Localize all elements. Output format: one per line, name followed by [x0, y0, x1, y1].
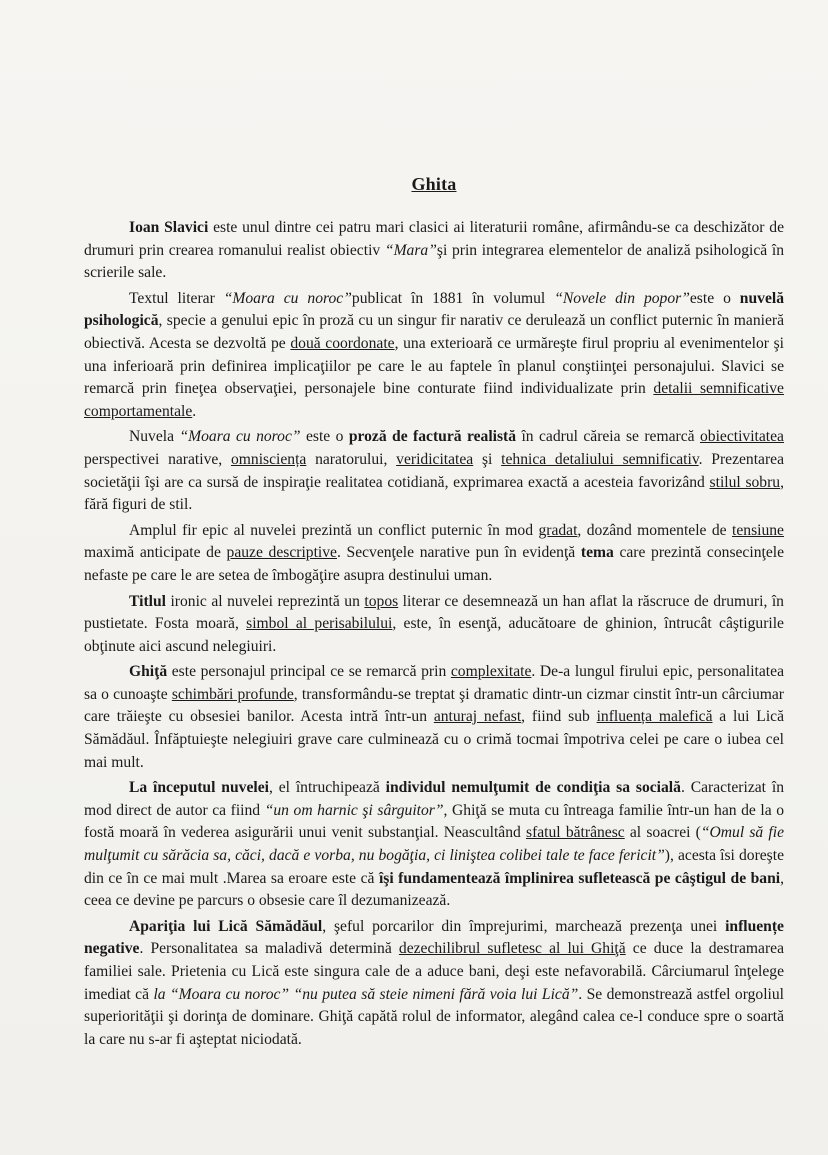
bold-text: tema: [580, 544, 614, 562]
text-run: Amplul fir epic al nuvelei prezintă un conflict puternic în mod: [129, 521, 539, 539]
text-run: , el întruchipează: [268, 779, 386, 797]
paragraph: [84, 426, 784, 516]
text-run: este o: [689, 289, 740, 307]
bold-text: Apariţia lui Lică Sămădăul: [129, 917, 323, 935]
underlined-text: omnisciența: [230, 450, 307, 468]
text-run: , una exterioară ce urmăreşte firul propriu al evenimentelor şi una inferioară prin definirea implicaţiilor pe care le au faptele în planul conştiinţei personajului. Slavici se remarcă prin fineţea observaţiei, personajele bine conturate fiind individualizate prin: [84, 334, 785, 398]
underlined-text: veridicitatea: [396, 450, 474, 468]
bold-text: individul nemulţumit de condiţia sa socială: [385, 779, 681, 797]
text-run: şi prin integrarea elementelor de analiză psihologică în scrierile sale.: [84, 241, 785, 282]
document-title: Ghita: [411, 174, 457, 194]
italic-text: “un om harnic şi sârguitor”: [264, 801, 444, 819]
text-run: , şeful porcarilor din împrejurimi, marchează prezenţa unei: [322, 917, 726, 935]
text-run: , dozând momentele de: [577, 521, 733, 539]
text-run: care prezintă consecinţele nefaste pe care le are setea de îmbogăţire asupra destinului uman.: [84, 544, 784, 584]
text-run: . Se demonstrează astfel orgoliul superiorităţii şi dorinţa de dominare. Ghiţă capătă rolul de informator, alegând calea ce-l conduce spre o soartă la care nu s-ar fi aşteptat niciodată.: [84, 985, 785, 1048]
underlined-text: obiectivitatea: [699, 428, 784, 446]
document-body: [84, 217, 784, 1051]
italic-text: “Omul să fie mulţumit cu sărăcia sa, căci, dacă e vorba, nu bogăţia, ci liniştea colibei tale te face fericit”: [84, 824, 785, 865]
bold-text: proză de factură realistă: [348, 428, 517, 446]
paragraph: [84, 520, 784, 588]
text-run: ironic al nuvelei reprezintă un: [165, 592, 365, 610]
underlined-text: tensiune: [732, 521, 784, 539]
underlined-text: dezechilibrul sufletesc al lui Ghiţă: [398, 940, 626, 958]
text-run: perspectivei narative,: [84, 450, 231, 468]
text-run: este unul dintre cei patru mari clasici ai literaturii române, afirmându-se ca deschizător de drumuri prin crearea romanului realist obiectiv: [84, 219, 785, 259]
italic-text: “Novele din popor”: [554, 289, 690, 307]
underlined-text: complexitate: [450, 663, 532, 681]
bold-text: nuvelă psihologică: [84, 289, 784, 330]
paragraph: [84, 217, 784, 285]
text-run: publicat în 1881 în volumul: [351, 289, 555, 307]
bold-text: îşi fundamentează împlinirea sufletească pe câştigul de bani: [378, 869, 781, 887]
text-run: Nuvela: [129, 428, 180, 446]
bold-text: La începutul nuvelei: [129, 779, 269, 797]
paragraph: [84, 591, 784, 659]
text-run: în cadrul căreia se remarcă: [516, 428, 700, 446]
italic-text: “Moara cu noroc”: [223, 289, 352, 307]
paragraph: [84, 661, 784, 774]
text-run: şi: [473, 450, 502, 468]
text-run: . Secvenţele narative pun în evidenţă: [336, 544, 581, 562]
text-run: , este, în esenţă, aducătoare de ghinion, întrucât câştigurile obţinute aici ascund nelegiuiri.: [84, 615, 784, 655]
text-run: naratorului,: [306, 450, 397, 468]
bold-text: Titlul: [129, 592, 166, 610]
text-run: , Ghiţă se muta cu întreaga familie într-un han de la o fostă moară în vederea asigurării unui venit substanţial. Neascultând: [84, 801, 784, 842]
text-run: , transformându-se treptat şi dramatic dintr-un cizmar cinstit într-un cârciumar care trăieşte cu obsesiei banilor. Acesta intră într-un: [84, 685, 784, 726]
paragraph: [84, 288, 784, 424]
underlined-text: gradat: [538, 521, 578, 539]
text-run: .: [192, 402, 197, 420]
underlined-text: topos: [364, 592, 399, 610]
paragraph: [84, 777, 784, 913]
text-run: , fără figuri de stil.: [84, 473, 784, 514]
text-run: . De-a lungul firului epic, personalitatea sa o cunoaşte: [84, 663, 784, 703]
text-run: . Caracterizat în mod direct de autor ca fiind: [84, 779, 784, 819]
italic-text: la “Moara cu noroc” “nu putea să steie nimeni fără voia lui Lică”: [153, 985, 579, 1003]
bold-text: Ghiţă: [129, 663, 168, 681]
underlined-text: detalii semnificative comportamentale: [84, 380, 784, 420]
underlined-text: anturaj nefast: [433, 708, 522, 726]
text-run: este o: [300, 428, 349, 446]
text-run: a lui Lică Sămădăul. Înfăptuieşte nelegiuiri grave care culminează cu o crimă tocmai împotriva celei pe care o iubea cel mai mult.: [84, 708, 784, 771]
italic-text: “Mara”: [384, 241, 437, 259]
paragraph: [84, 916, 784, 1052]
text-run: maximă anticipate de: [84, 544, 227, 562]
underlined-text: influența malefică: [596, 708, 713, 726]
underlined-text: stilul sobru: [709, 473, 781, 491]
bold-text: Ioan Slavici: [129, 219, 209, 236]
bold-text: influențe negative: [84, 917, 784, 958]
text-run: ce duce la destramarea familiei sale. Prietenia cu Lică este singura cale de a aduce bani, deşi este nefavorabilă. Cârciumarul înţelege imediat că: [84, 940, 785, 1003]
text-run: , specie a genului epic în proză cu un singur fir narativ ce derulează un conflict puternic în manieră obiectivă. Acesta se dezvoltă pe: [84, 312, 784, 352]
underlined-text: sfatul bătrânesc: [526, 824, 625, 842]
underlined-text: pauze descriptive: [226, 544, 337, 562]
text-run: Textul literar: [129, 289, 224, 307]
text-run: , ceea ce devine pe parcurs o obsesie care îl dezumanizează.: [84, 869, 784, 910]
underlined-text: simbol al perisabilului: [246, 615, 393, 633]
underlined-text: tehnica detaliului semnificativ: [501, 450, 699, 468]
text-run: ), acesta îsi doreşte din ce în ce mai mult .Marea sa eroare este că: [84, 847, 785, 887]
text-run: , fiind sub: [521, 708, 597, 726]
underlined-text: schimbări profunde: [171, 685, 294, 703]
underlined-text: două coordonate: [290, 334, 395, 352]
text-run: literar ce desemnează un han aflat la răscruce de drumuri, în pustietate. Fosta moară,: [84, 592, 784, 633]
text-run: . Prezentarea societăţii îşi are ca sursă de inspiraţie realitatea cotidiană, exprimarea exactă a acesteia favorizând: [84, 450, 785, 491]
text-run: al soacrei (: [624, 824, 701, 842]
text-run: este personajul principal ce se remarcă prin: [167, 663, 451, 681]
italic-text: “Moara cu noroc”: [179, 428, 301, 446]
text-run: . Personalitatea sa maladivă determină: [139, 940, 399, 958]
